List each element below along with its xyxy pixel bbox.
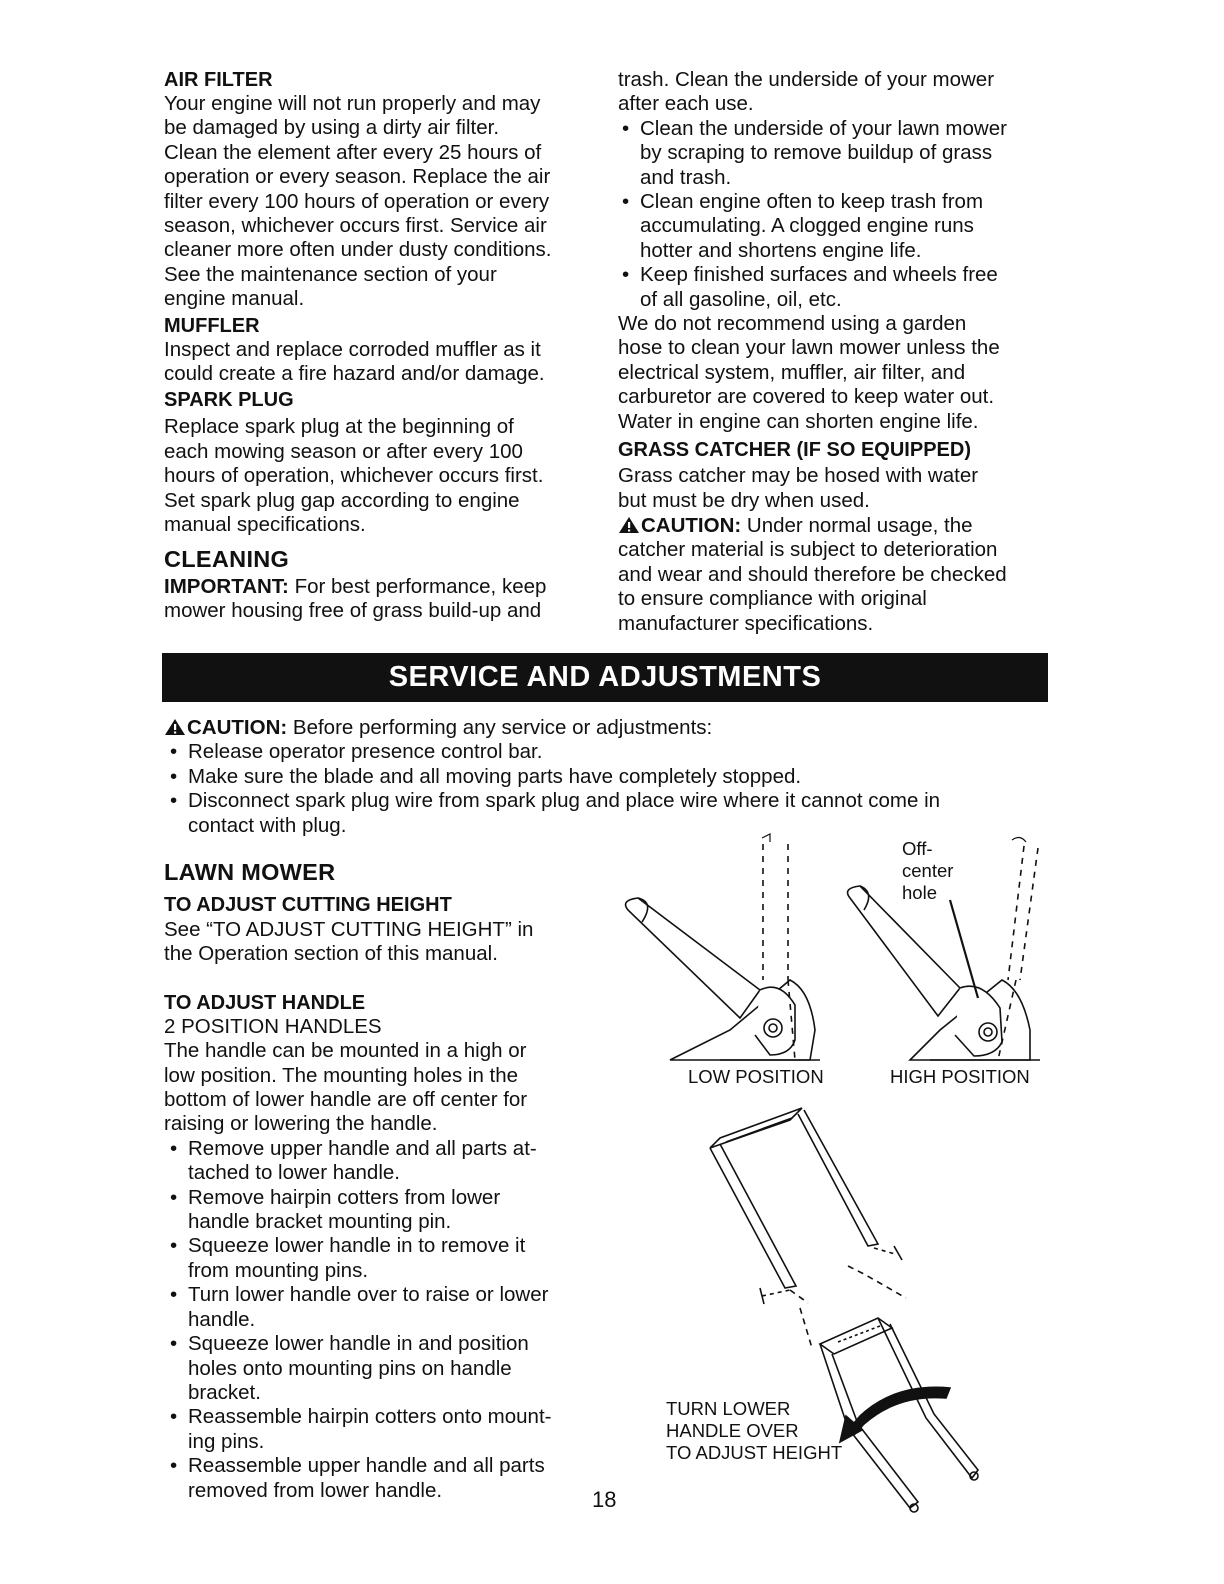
text-line: of all gasoline, oil, etc.	[640, 287, 842, 311]
left-bottom-column	[164, 858, 604, 1503]
text-line: • Clean engine often to keep trash from	[640, 190, 984, 214]
text-line: • Reassemble upper handle and all parts	[188, 1454, 545, 1478]
service-caution-line	[164, 716, 1044, 740]
text-line: hole	[902, 882, 937, 903]
high-position-label: HIGH POSITION	[890, 1066, 1030, 1087]
lawn-mower-heading: LAWN MOWER	[164, 859, 336, 885]
left-top-column	[164, 68, 594, 623]
caution-label: CAUTION:	[641, 513, 742, 537]
air-filter-heading: AIR FILTER	[164, 69, 273, 91]
text-line: • Disconnect spark plug wire from spark plug and place wire where it cannot come in	[188, 789, 941, 813]
text-line: The handle can be mounted in a high or	[164, 1039, 527, 1063]
caution-label: CAUTION:	[187, 716, 288, 739]
text-line: Under normal usage, the	[741, 513, 973, 537]
text-line: from mounting pins.	[188, 1258, 369, 1282]
text-line: be damaged by using a dirty air filter.	[164, 116, 500, 140]
text-line: holes onto mounting pins on handle	[188, 1356, 512, 1380]
text-line: the Operation section of this manual.	[164, 942, 498, 966]
text-line: to ensure compliance with original	[618, 587, 927, 611]
muffler-text	[164, 338, 594, 387]
list-item	[164, 1234, 604, 1283]
list-item	[164, 1283, 604, 1332]
text-line: Grass catcher may be hosed with water	[618, 464, 979, 488]
text-line: by scraping to remove buildup of grass	[640, 141, 993, 165]
air-filter-text	[164, 92, 594, 312]
text-line: • Release operator presence control bar.	[188, 740, 543, 764]
text-line: center	[902, 860, 954, 881]
grass-catcher-heading: GRASS CATCHER (IF SO EQUIPPED)	[618, 439, 971, 462]
text-line: Set spark plug gap according to engine	[164, 488, 520, 512]
text-line: after each use.	[618, 92, 754, 116]
text-line: electrical system, muffler, air filter, and	[618, 360, 966, 384]
text-line: • Keep finished surfaces and wheels free	[640, 263, 998, 287]
list-item	[616, 117, 1058, 190]
text-line: hours of operation, whichever occurs first.	[164, 464, 544, 488]
text-line: TURN LOWER	[666, 1398, 791, 1419]
text-line: Off-	[902, 838, 933, 859]
adjust-handle-heading: TO ADJUST HANDLE	[164, 991, 366, 1014]
list-item	[164, 1454, 604, 1503]
text-line: contact with plug.	[188, 813, 347, 837]
list-item	[164, 1405, 604, 1454]
text-line: Clean the element after every 25 hours of	[164, 140, 542, 164]
list-item	[616, 263, 1058, 312]
off-center-label	[902, 838, 953, 904]
spark-plug-text	[164, 415, 594, 537]
cleaning-bullets	[616, 117, 1058, 312]
cutting-height-heading: TO ADJUST CUTTING HEIGHT	[164, 894, 452, 916]
text-line: TO ADJUST HEIGHT	[666, 1442, 843, 1463]
text-line: For best performance, keep	[288, 574, 547, 598]
text-line: catcher material is subject to deterioration	[618, 538, 998, 562]
handle-steps	[164, 1137, 604, 1503]
important-label: IMPORTANT:	[164, 574, 289, 598]
low-position-drawing	[626, 834, 820, 1060]
text-line: Inspect and replace corroded muffler as it	[164, 337, 541, 361]
text-line: See the maintenance section of your	[164, 262, 497, 286]
list-item	[164, 1137, 604, 1186]
upper-handle-drawing	[710, 1108, 878, 1288]
text-line: raising or lowering the handle.	[164, 1112, 438, 1136]
text-line: accumulating. A clogged engine runs	[640, 214, 974, 238]
section-banner: SERVICE AND ADJUSTMENTS	[162, 653, 1048, 702]
text-line: • Remove hairpin cotters from lower	[188, 1185, 501, 1209]
lower-handle-drawing	[820, 1318, 978, 1512]
text-line: bottom of lower handle are off center for	[164, 1088, 528, 1112]
text-line: removed from lower handle.	[188, 1478, 443, 1502]
warning-icon	[164, 718, 186, 736]
list-item	[164, 765, 1044, 789]
text-line: but must be dry when used.	[618, 488, 870, 512]
handle-subheading: 2 POSITION HANDLES	[164, 1014, 382, 1038]
text-line: We do not recommend using a garden	[618, 312, 967, 336]
text-line: manual specifications.	[164, 513, 366, 537]
muffler-heading: MUFFLER	[164, 314, 260, 337]
text-line: • Make sure the blade and all moving parts have completely stopped.	[188, 764, 802, 788]
page-number: 18	[592, 1487, 617, 1512]
list-item	[616, 190, 1058, 263]
service-caution-bullets	[164, 740, 1044, 838]
text-line: each mowing season or after every 100	[164, 439, 523, 463]
turn-handle-label	[666, 1398, 842, 1464]
text-line: hose to clean your lawn mower unless the	[618, 336, 1000, 360]
text-line: cleaner more often under dusty conditions.	[164, 238, 552, 262]
text-line: ing pins.	[188, 1429, 265, 1453]
text-line: • Reassemble hairpin cotters onto mount-	[188, 1405, 552, 1429]
text-line: • Squeeze lower handle in and position	[188, 1332, 529, 1356]
text-line: and trash.	[640, 165, 732, 189]
spark-plug-heading: SPARK PLUG	[164, 389, 294, 412]
text-line: engine manual.	[164, 287, 305, 311]
low-position-label: LOW POSITION	[688, 1066, 824, 1087]
text-line: handle bracket mounting pin.	[188, 1210, 452, 1234]
list-item	[164, 740, 1044, 764]
text-line: and wear and should therefore be checked	[618, 562, 1007, 586]
handle-position-figure	[610, 830, 1050, 1070]
text-line: trash. Clean the underside of your mower	[618, 68, 995, 91]
text-line: Before performing any service or adjustments:	[287, 716, 713, 739]
text-line: operation or every season. Replace the air	[164, 165, 551, 189]
warning-icon	[618, 516, 640, 534]
text-line: HANDLE OVER	[666, 1420, 799, 1441]
text-line: Your engine will not run properly and may	[164, 92, 541, 115]
text-line: See “TO ADJUST CUTTING HEIGHT” in	[164, 918, 534, 941]
cleaning-heading: CLEANING	[164, 545, 290, 572]
text-line: carburetor are covered to keep water out.	[618, 385, 995, 409]
service-caution	[164, 716, 1044, 838]
text-line: handle.	[188, 1307, 256, 1331]
text-line: bracket.	[188, 1380, 261, 1404]
turn-arrow-icon	[848, 1387, 950, 1434]
list-item	[164, 1186, 604, 1235]
text-line: mower housing free of grass build-up and	[164, 598, 542, 622]
text-line: season, whichever occurs first. Service air	[164, 214, 547, 238]
text-line: • Clean the underside of your lawn mower	[640, 116, 1007, 140]
text-line: tached to lower handle.	[188, 1161, 400, 1185]
text-line: filter every 100 hours of operation or every	[164, 189, 550, 213]
grass-catcher-caution-line	[618, 514, 1058, 538]
text-line: • Remove upper handle and all parts at-	[188, 1136, 537, 1160]
text-line: Water in engine can shorten engine life.	[618, 409, 979, 433]
right-top-column	[618, 68, 1058, 636]
cleaning-important-line	[164, 575, 594, 599]
text-line: Replace spark plug at the beginning of	[164, 415, 514, 439]
text-line: • Turn lower handle over to raise or lower	[188, 1283, 549, 1307]
text-line: low position. The mounting holes in the	[164, 1063, 519, 1087]
text-line: hotter and shortens engine life.	[640, 238, 922, 262]
text-line: manufacturer specifications.	[618, 611, 874, 635]
text-line: could create a fire hazard and/or damage.	[164, 362, 545, 386]
text-line: • Squeeze lower handle in to remove it	[188, 1234, 526, 1258]
list-item	[164, 1332, 604, 1405]
